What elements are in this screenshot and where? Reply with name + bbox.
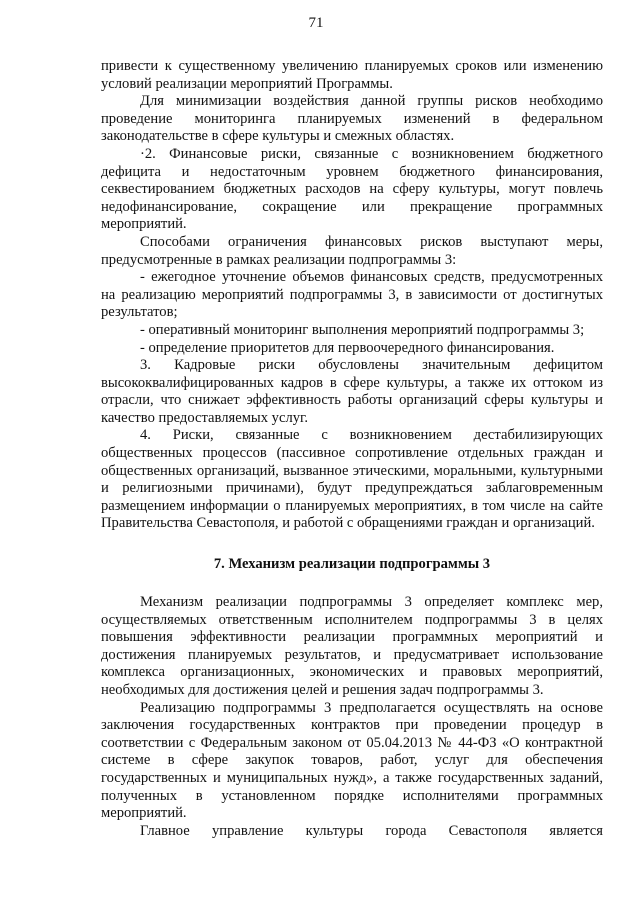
list-item-annual-update: - ежегодное уточнение объемов финансовых средств, предусмотренных на реализацию мероприятий подпрограммы 3, в зависимости от достигнутых результатов; (101, 269, 603, 321)
document-body (101, 58, 603, 840)
paragraph-limitation-methods: Способами ограничения финансовых рисков выступают меры, предусмотренные в рамках реализации подпрограммы 3: (101, 233, 603, 268)
paragraph-mechanism: Механизм реализации подпрограммы 3 определяет комплекс мер, осуществляемых ответственным исполнителем подпрограммы 3 в целях повышения эффективности реализации программных мероприятий и достижения планируемых результатов, и предусматривает использование комплекса организационных, экономических и правовых мероприятий, необходимых для достижения целей и решения задач подпрограммы 3. (101, 594, 603, 698)
paragraph-continuation: привести к существенному увеличению планируемых сроков или изменению условий реализации мероприятий Программы. (101, 58, 603, 92)
paragraph-personnel-risks: 3. Кадровые риски обусловлены значительным дефицитом высококвалифицированных кадров в сфере культуры, а также их оттоком из отрасли, что снижает эффективность работы организаций сферы культуры и качество предоставляемых услуг. (101, 357, 603, 426)
paragraph-minimization: Для минимизации воздействия данной группы рисков необходимо проведение мониторинга планируемых изменений в федеральном законодательстве в сфере культуры и смежных областях. (101, 93, 603, 145)
list-item-priorities: - определение приоритетов для первоочередного финансирования. (140, 339, 555, 356)
paragraph-implementation: Реализацию подпрограммы 3 предполагается осуществлять на основе заключения государственных контрактов при проведении процедур в соответствии с Федеральным законом от 05.04.2013 № 44-ФЗ «О контрактной системе в сфере закупок товаров, работ, услуг для обеспечения государственных и муниципальных нужд», а также государственных заданий, полученных в установленном порядке исполнителями программных мероприятий. (101, 699, 603, 822)
list-item-monitoring: - оперативный мониторинг выполнения мероприятий подпрограммы 3; (140, 321, 585, 338)
paragraph-social-risks: 4. Риски, связанные с возникновением дестабилизирующих общественных процессов (пассивное сопротивление отдельных граждан и общественных организаций, вызванное этическими, моральными, культурными и религиозными причинами), будут предупреждаться заблаговременным размещением информации о планируемых мероприятиях, в том числе на сайте Правительства Севастополя, и работой с обращениями граждан и организаций. (101, 427, 603, 532)
paragraph-main-directorate: Главное управление культуры города Севастополя является (140, 822, 603, 839)
paragraph-financial-risks: ·2. Финансовые риски, связанные с возникновением бюджетного дефицита и недостаточным уровнем бюджетного финансирования, секвестированием бюджетных расходов на сферу культуры, могут повлечь недофинансирование, сокращение или прекращение программных мероприятий. (101, 145, 603, 233)
page-number: 71 (308, 15, 324, 31)
section-heading: 7. Механизм реализации подпрограммы 3 (213, 556, 491, 573)
